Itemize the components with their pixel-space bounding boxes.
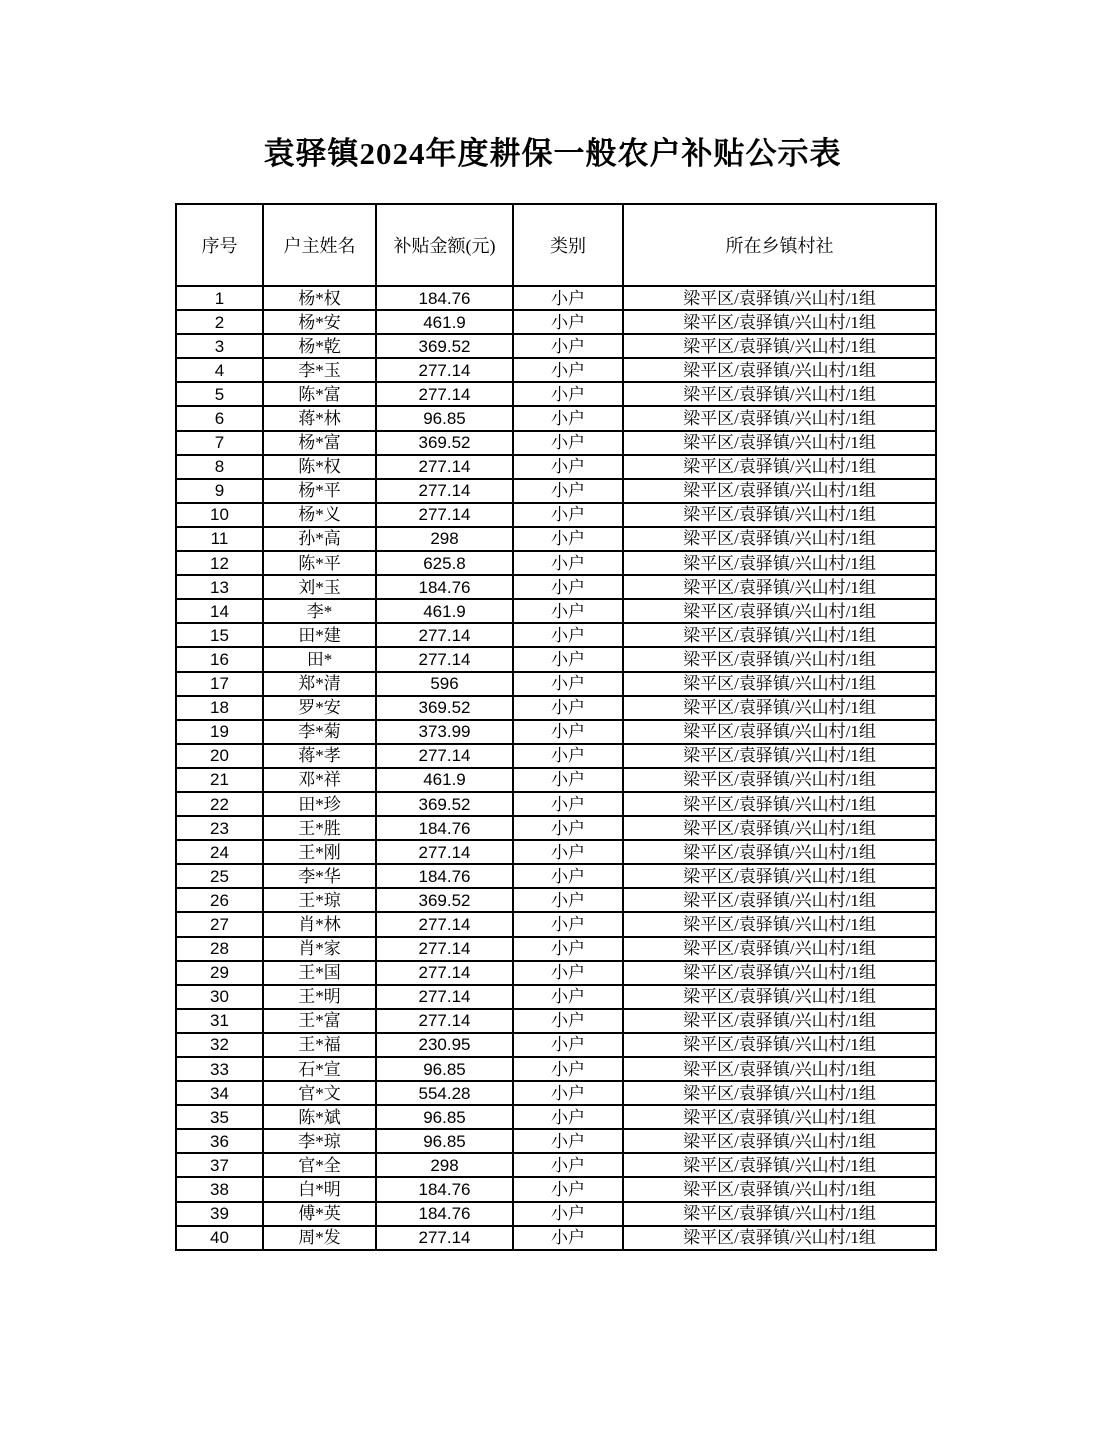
- cell-category: 小户: [513, 1033, 623, 1057]
- cell-category: 小户: [513, 575, 623, 599]
- cell-amount: 461.9: [376, 768, 513, 792]
- cell-name: 王*胜: [263, 816, 376, 840]
- table-row: [176, 1153, 936, 1177]
- cell-index: 33: [176, 1057, 263, 1081]
- cell-amount: 369.52: [376, 696, 513, 720]
- cell-name: 陈*平: [263, 551, 376, 575]
- cell-amount: 369.52: [376, 888, 513, 912]
- cell-index: 21: [176, 768, 263, 792]
- table-row: [176, 431, 936, 455]
- cell-location: 梁平区/袁驿镇/兴山村/1组: [623, 961, 936, 985]
- cell-index: 5: [176, 382, 263, 406]
- cell-amount: 184.76: [376, 816, 513, 840]
- cell-category: 小户: [513, 455, 623, 479]
- cell-location: 梁平区/袁驿镇/兴山村/1组: [623, 937, 936, 961]
- cell-amount: 277.14: [376, 479, 513, 503]
- cell-category: 小户: [513, 1129, 623, 1153]
- cell-index: 26: [176, 888, 263, 912]
- table-row: [176, 1033, 936, 1057]
- table-header: [176, 204, 936, 286]
- cell-index: 6: [176, 406, 263, 430]
- table-row: [176, 1009, 936, 1033]
- cell-category: 小户: [513, 961, 623, 985]
- cell-category: 小户: [513, 672, 623, 696]
- cell-category: 小户: [513, 937, 623, 961]
- column-header-location: 所在乡镇村社: [623, 204, 936, 286]
- cell-index: 37: [176, 1153, 263, 1177]
- cell-category: 小户: [513, 551, 623, 575]
- cell-index: 16: [176, 647, 263, 671]
- cell-name: 杨*安: [263, 310, 376, 334]
- cell-amount: 96.85: [376, 1105, 513, 1129]
- cell-index: 14: [176, 599, 263, 623]
- cell-location: 梁平区/袁驿镇/兴山村/1组: [623, 623, 936, 647]
- cell-amount: 277.14: [376, 1226, 513, 1250]
- cell-index: 29: [176, 961, 263, 985]
- cell-amount: 277.14: [376, 382, 513, 406]
- cell-category: 小户: [513, 888, 623, 912]
- cell-index: 24: [176, 840, 263, 864]
- cell-amount: 277.14: [376, 358, 513, 382]
- cell-location: 梁平区/袁驿镇/兴山村/1组: [623, 406, 936, 430]
- cell-name: 蒋*孝: [263, 744, 376, 768]
- cell-location: 梁平区/袁驿镇/兴山村/1组: [623, 599, 936, 623]
- cell-name: 李*: [263, 599, 376, 623]
- cell-name: 杨*富: [263, 431, 376, 455]
- cell-name: 蒋*林: [263, 406, 376, 430]
- cell-category: 小户: [513, 1226, 623, 1250]
- cell-amount: 184.76: [376, 286, 513, 310]
- cell-category: 小户: [513, 840, 623, 864]
- cell-index: 40: [176, 1226, 263, 1250]
- cell-category: 小户: [513, 744, 623, 768]
- table-row: [176, 1202, 936, 1226]
- cell-name: 田*珍: [263, 792, 376, 816]
- column-header-amount: 补贴金额(元): [376, 204, 513, 286]
- cell-amount: 554.28: [376, 1081, 513, 1105]
- cell-amount: 184.76: [376, 1177, 513, 1201]
- table-row: [176, 961, 936, 985]
- table-row: [176, 1105, 936, 1129]
- table-row: [176, 358, 936, 382]
- cell-index: 36: [176, 1129, 263, 1153]
- cell-name: 李*琼: [263, 1129, 376, 1153]
- cell-amount: 369.52: [376, 792, 513, 816]
- cell-location: 梁平区/袁驿镇/兴山村/1组: [623, 744, 936, 768]
- cell-amount: 277.14: [376, 840, 513, 864]
- table-row: [176, 1177, 936, 1201]
- cell-category: 小户: [513, 406, 623, 430]
- cell-index: 34: [176, 1081, 263, 1105]
- cell-location: 梁平区/袁驿镇/兴山村/1组: [623, 431, 936, 455]
- cell-index: 11: [176, 527, 263, 551]
- cell-amount: 230.95: [376, 1033, 513, 1057]
- cell-amount: 96.85: [376, 1129, 513, 1153]
- cell-amount: 461.9: [376, 599, 513, 623]
- cell-name: 杨*义: [263, 503, 376, 527]
- cell-category: 小户: [513, 310, 623, 334]
- cell-category: 小户: [513, 1081, 623, 1105]
- cell-location: 梁平区/袁驿镇/兴山村/1组: [623, 647, 936, 671]
- table-row: [176, 623, 936, 647]
- table-row: [176, 310, 936, 334]
- cell-location: 梁平区/袁驿镇/兴山村/1组: [623, 888, 936, 912]
- cell-index: 30: [176, 985, 263, 1009]
- cell-name: 田*: [263, 647, 376, 671]
- cell-name: 陈*富: [263, 382, 376, 406]
- cell-location: 梁平区/袁驿镇/兴山村/1组: [623, 912, 936, 936]
- cell-index: 20: [176, 744, 263, 768]
- cell-index: 31: [176, 1009, 263, 1033]
- cell-location: 梁平区/袁驿镇/兴山村/1组: [623, 864, 936, 888]
- cell-name: 陈*权: [263, 455, 376, 479]
- cell-name: 郑*清: [263, 672, 376, 696]
- cell-location: 梁平区/袁驿镇/兴山村/1组: [623, 527, 936, 551]
- cell-category: 小户: [513, 431, 623, 455]
- cell-category: 小户: [513, 720, 623, 744]
- cell-category: 小户: [513, 912, 623, 936]
- table-row: [176, 720, 936, 744]
- table-row: [176, 647, 936, 671]
- table-row: [176, 768, 936, 792]
- cell-amount: 277.14: [376, 961, 513, 985]
- cell-location: 梁平区/袁驿镇/兴山村/1组: [623, 286, 936, 310]
- cell-amount: 625.8: [376, 551, 513, 575]
- table-row: [176, 816, 936, 840]
- table-row: [176, 912, 936, 936]
- cell-name: 邓*祥: [263, 768, 376, 792]
- cell-amount: 277.14: [376, 455, 513, 479]
- cell-location: 梁平区/袁驿镇/兴山村/1组: [623, 696, 936, 720]
- cell-category: 小户: [513, 382, 623, 406]
- cell-amount: 277.14: [376, 937, 513, 961]
- cell-amount: 298: [376, 1153, 513, 1177]
- cell-name: 田*建: [263, 623, 376, 647]
- cell-category: 小户: [513, 1177, 623, 1201]
- cell-location: 梁平区/袁驿镇/兴山村/1组: [623, 1153, 936, 1177]
- cell-index: 28: [176, 937, 263, 961]
- cell-location: 梁平区/袁驿镇/兴山村/1组: [623, 1202, 936, 1226]
- cell-category: 小户: [513, 1009, 623, 1033]
- cell-name: 杨*乾: [263, 334, 376, 358]
- cell-location: 梁平区/袁驿镇/兴山村/1组: [623, 1105, 936, 1129]
- cell-index: 25: [176, 864, 263, 888]
- table-header-row: [176, 204, 936, 286]
- cell-category: 小户: [513, 647, 623, 671]
- table-row: [176, 840, 936, 864]
- table-row: [176, 334, 936, 358]
- cell-index: 23: [176, 816, 263, 840]
- table-body: [176, 286, 936, 1250]
- cell-category: 小户: [513, 696, 623, 720]
- cell-location: 梁平区/袁驿镇/兴山村/1组: [623, 1033, 936, 1057]
- cell-name: 罗*安: [263, 696, 376, 720]
- cell-index: 38: [176, 1177, 263, 1201]
- cell-location: 梁平区/袁驿镇/兴山村/1组: [623, 455, 936, 479]
- cell-location: 梁平区/袁驿镇/兴山村/1组: [623, 358, 936, 382]
- cell-index: 27: [176, 912, 263, 936]
- cell-location: 梁平区/袁驿镇/兴山村/1组: [623, 720, 936, 744]
- cell-index: 10: [176, 503, 263, 527]
- cell-index: 8: [176, 455, 263, 479]
- table-row: [176, 503, 936, 527]
- cell-location: 梁平区/袁驿镇/兴山村/1组: [623, 672, 936, 696]
- table-row: [176, 937, 936, 961]
- cell-category: 小户: [513, 1153, 623, 1177]
- cell-index: 19: [176, 720, 263, 744]
- cell-location: 梁平区/袁驿镇/兴山村/1组: [623, 382, 936, 406]
- cell-category: 小户: [513, 1202, 623, 1226]
- cell-name: 石*宣: [263, 1057, 376, 1081]
- cell-location: 梁平区/袁驿镇/兴山村/1组: [623, 1081, 936, 1105]
- cell-location: 梁平区/袁驿镇/兴山村/1组: [623, 503, 936, 527]
- cell-name: 官*文: [263, 1081, 376, 1105]
- cell-name: 官*全: [263, 1153, 376, 1177]
- cell-name: 肖*林: [263, 912, 376, 936]
- cell-name: 肖*家: [263, 937, 376, 961]
- cell-category: 小户: [513, 985, 623, 1009]
- cell-index: 15: [176, 623, 263, 647]
- cell-amount: 373.99: [376, 720, 513, 744]
- cell-amount: 184.76: [376, 575, 513, 599]
- cell-name: 陈*斌: [263, 1105, 376, 1129]
- cell-location: 梁平区/袁驿镇/兴山村/1组: [623, 1177, 936, 1201]
- cell-category: 小户: [513, 1105, 623, 1129]
- cell-category: 小户: [513, 792, 623, 816]
- cell-amount: 461.9: [376, 310, 513, 334]
- column-header-name: 户主姓名: [263, 204, 376, 286]
- cell-amount: 596: [376, 672, 513, 696]
- table-row: [176, 985, 936, 1009]
- cell-amount: 277.14: [376, 623, 513, 647]
- cell-name: 王*刚: [263, 840, 376, 864]
- table-row: [176, 1081, 936, 1105]
- cell-location: 梁平区/袁驿镇/兴山村/1组: [623, 551, 936, 575]
- table-row: [176, 744, 936, 768]
- cell-amount: 277.14: [376, 744, 513, 768]
- cell-name: 王*富: [263, 1009, 376, 1033]
- cell-amount: 298: [376, 527, 513, 551]
- cell-name: 王*福: [263, 1033, 376, 1057]
- cell-name: 傅*英: [263, 1202, 376, 1226]
- table-row: [176, 527, 936, 551]
- cell-location: 梁平区/袁驿镇/兴山村/1组: [623, 768, 936, 792]
- cell-index: 22: [176, 792, 263, 816]
- cell-category: 小户: [513, 286, 623, 310]
- table-row: [176, 599, 936, 623]
- cell-amount: 369.52: [376, 431, 513, 455]
- cell-amount: 277.14: [376, 1009, 513, 1033]
- cell-category: 小户: [513, 816, 623, 840]
- table-row: [176, 479, 936, 503]
- cell-category: 小户: [513, 768, 623, 792]
- cell-index: 39: [176, 1202, 263, 1226]
- table-row: [176, 888, 936, 912]
- cell-index: 17: [176, 672, 263, 696]
- cell-location: 梁平区/袁驿镇/兴山村/1组: [623, 1057, 936, 1081]
- cell-location: 梁平区/袁驿镇/兴山村/1组: [623, 575, 936, 599]
- cell-name: 刘*玉: [263, 575, 376, 599]
- cell-category: 小户: [513, 358, 623, 382]
- cell-amount: 184.76: [376, 864, 513, 888]
- cell-name: 杨*平: [263, 479, 376, 503]
- table-row: [176, 551, 936, 575]
- cell-amount: 277.14: [376, 503, 513, 527]
- cell-category: 小户: [513, 479, 623, 503]
- cell-location: 梁平区/袁驿镇/兴山村/1组: [623, 840, 936, 864]
- page-title: 袁驿镇2024年度耕保一般农户补贴公示表: [263, 136, 842, 171]
- table-row: [176, 382, 936, 406]
- table-row: [176, 406, 936, 430]
- cell-amount: 96.85: [376, 1057, 513, 1081]
- cell-category: 小户: [513, 527, 623, 551]
- table-row: [176, 1226, 936, 1250]
- cell-name: 孙*高: [263, 527, 376, 551]
- cell-amount: 96.85: [376, 406, 513, 430]
- cell-name: 李*菊: [263, 720, 376, 744]
- cell-amount: 277.14: [376, 647, 513, 671]
- cell-amount: 369.52: [376, 334, 513, 358]
- cell-index: 35: [176, 1105, 263, 1129]
- cell-location: 梁平区/袁驿镇/兴山村/1组: [623, 816, 936, 840]
- cell-index: 9: [176, 479, 263, 503]
- table-row: [176, 575, 936, 599]
- table-row: [176, 696, 936, 720]
- table-row: [176, 864, 936, 888]
- cell-location: 梁平区/袁驿镇/兴山村/1组: [623, 334, 936, 358]
- cell-index: 1: [176, 286, 263, 310]
- cell-location: 梁平区/袁驿镇/兴山村/1组: [623, 1009, 936, 1033]
- cell-location: 梁平区/袁驿镇/兴山村/1组: [623, 310, 936, 334]
- cell-index: 3: [176, 334, 263, 358]
- column-header-category: 类别: [513, 204, 623, 286]
- cell-name: 李*华: [263, 864, 376, 888]
- cell-index: 18: [176, 696, 263, 720]
- cell-category: 小户: [513, 1057, 623, 1081]
- cell-name: 杨*权: [263, 286, 376, 310]
- cell-amount: 184.76: [376, 1202, 513, 1226]
- subsidy-table: [175, 203, 937, 1251]
- cell-name: 周*发: [263, 1226, 376, 1250]
- cell-name: 王*琼: [263, 888, 376, 912]
- table-row: [176, 1057, 936, 1081]
- cell-name: 王*明: [263, 985, 376, 1009]
- cell-location: 梁平区/袁驿镇/兴山村/1组: [623, 792, 936, 816]
- cell-category: 小户: [513, 623, 623, 647]
- cell-location: 梁平区/袁驿镇/兴山村/1组: [623, 479, 936, 503]
- cell-index: 4: [176, 358, 263, 382]
- cell-category: 小户: [513, 864, 623, 888]
- cell-category: 小户: [513, 503, 623, 527]
- cell-name: 李*玉: [263, 358, 376, 382]
- cell-name: 白*明: [263, 1177, 376, 1201]
- cell-index: 32: [176, 1033, 263, 1057]
- cell-category: 小户: [513, 599, 623, 623]
- cell-index: 7: [176, 431, 263, 455]
- cell-location: 梁平区/袁驿镇/兴山村/1组: [623, 985, 936, 1009]
- cell-location: 梁平区/袁驿镇/兴山村/1组: [623, 1226, 936, 1250]
- cell-name: 王*国: [263, 961, 376, 985]
- cell-amount: 277.14: [376, 912, 513, 936]
- cell-index: 2: [176, 310, 263, 334]
- cell-index: 12: [176, 551, 263, 575]
- table-row: [176, 1129, 936, 1153]
- table-row: [176, 455, 936, 479]
- cell-amount: 277.14: [376, 985, 513, 1009]
- table-row: [176, 792, 936, 816]
- table-row: [176, 672, 936, 696]
- table-row: [176, 286, 936, 310]
- cell-location: 梁平区/袁驿镇/兴山村/1组: [623, 1129, 936, 1153]
- cell-index: 13: [176, 575, 263, 599]
- cell-category: 小户: [513, 334, 623, 358]
- column-header-index: 序号: [176, 204, 263, 286]
